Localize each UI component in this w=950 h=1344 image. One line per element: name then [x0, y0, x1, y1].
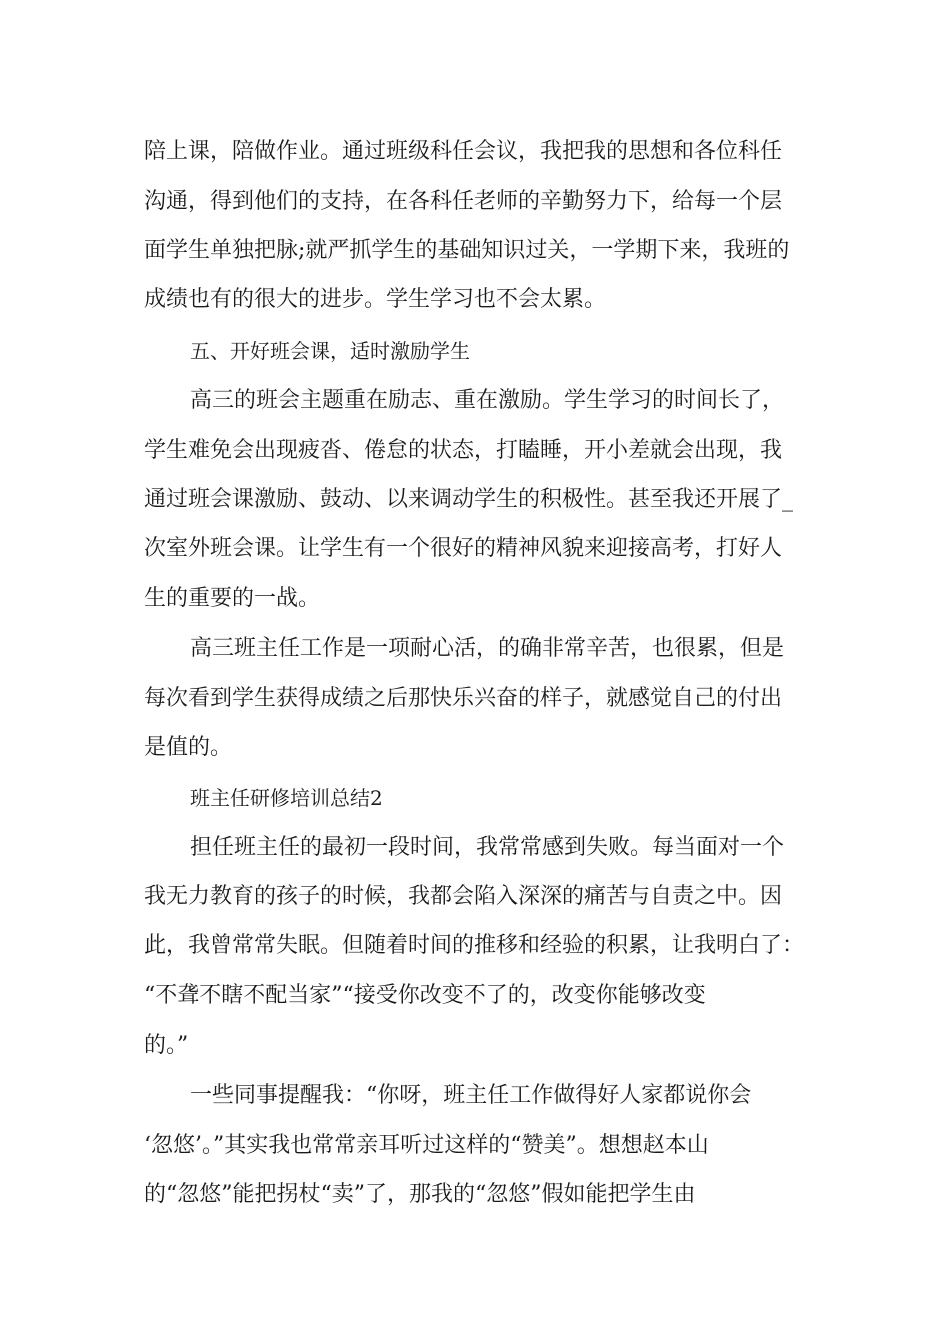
paragraph-first-line: 高三的班会主题重在励志、重在激励。学生学习的时间长了，: [190, 388, 785, 413]
paragraph-first-line: 一些同事提醒我：“你呀，班主任工作做得好人家都说你会: [190, 1083, 752, 1108]
text-line: “不聋不瞎不配当家”“接受你改变不了的，改变你能够改变: [144, 983, 706, 1008]
text-line: 的“忽悠”能把拐杖“卖”了，那我的“忽悠”假如能把学生由: [144, 1182, 696, 1207]
text-line: 面学生单独把脉;就严抓学生的基础知识过关，一学期下来，我班的: [144, 238, 790, 263]
section-heading: 五、开好班会课，适时激励学生: [190, 339, 470, 363]
text-line: 沟通，得到他们的支持，在各科任老师的辛勤努力下，给每一个层: [144, 189, 783, 214]
text-line: 每次看到学生获得成绩之后那快乐兴奋的样子，就感觉自己的付出: [144, 686, 783, 711]
text-line: 次室外班会课。让学生有一个很好的精神风貌来迎接高考，打好人: [144, 536, 783, 561]
text-line: 生的重要的一战。: [144, 586, 321, 611]
text-line: 通过班会课激励、鼓动、以来调动学生的积极性。甚至我还开展了_: [144, 487, 794, 512]
text-line: 此，我曾常常失眠。但随着时间的推移和经验的积累，让我明白了：: [144, 933, 805, 958]
text-line: 陪上课，陪做作业。通过班级科任会议，我把我的思想和各位科任: [144, 139, 783, 164]
text-line: 是值的。: [144, 735, 233, 760]
text-line: 学生难免会出现疲沓、倦怠的状态，打瞌睡，开小差就会出现，我: [144, 438, 783, 463]
text-line: 成绩也有的很大的进步。学生学习也不会太累。: [144, 287, 607, 312]
text-line: 的。”: [144, 1033, 189, 1058]
paragraph-first-line: 高三班主任工作是一项耐心活，的确非常辛苦，也很累，但是: [190, 636, 785, 661]
text-line: ‘忽悠’。”其实我也常常亲耳听过这样的“赞美”。想想赵本山: [144, 1133, 709, 1158]
text-line: 我无力教育的孩子的时候，我都会陷入深深的痛苦与自责之中。因: [144, 884, 783, 909]
paragraph-first-line: 担任班主任的最初一段时间，我常常感到失败。每当面对一个: [190, 835, 785, 860]
section-title: 班主任研修培训总结2: [190, 786, 383, 810]
